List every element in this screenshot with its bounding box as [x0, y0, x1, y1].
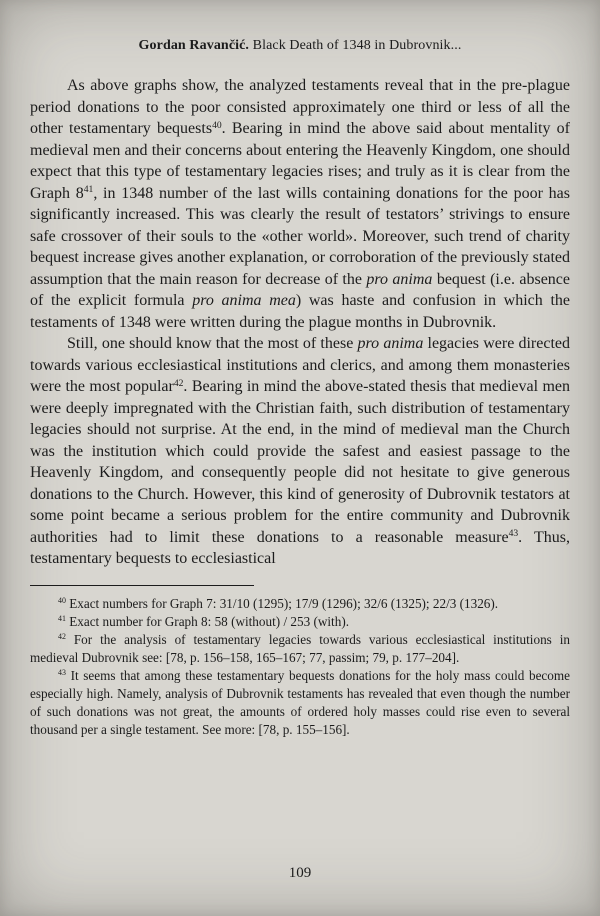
- footnote-ref: 40: [58, 596, 66, 606]
- text-segment: Exact numbers for Graph 7: 31/10 (1295); 17/9 (1296); 32/6 (1325); 22/3 (1326).: [65, 595, 499, 611]
- body-text: [30, 75, 570, 570]
- text-segment: Exact number for Graph 8: 58 (without) / 253 (with).: [65, 613, 350, 629]
- text-segment: It seems that among these testamentary bequests donations for the holy mass could become especially high. Namely, analysis of Dubrovnik testaments has revealed that even though the number of such donations was not great, the amounts of ordered holy masses could rise even to several thousand per a single testament. See more: [78, p. 155–156].: [30, 667, 570, 737]
- paragraph-2: [30, 333, 570, 570]
- footnote-ref: 43: [508, 528, 519, 540]
- footnote-ref: 42: [58, 632, 66, 642]
- footnote-separator: [30, 585, 254, 586]
- footnote-41: [30, 613, 570, 631]
- italic-text: pro anima: [366, 270, 433, 288]
- text-segment: ) was haste and confusion in which the testaments of 1348 were written during the plague months in Dubrovnik.: [30, 292, 570, 331]
- footnotes: [30, 595, 570, 739]
- footnote-42: [30, 631, 570, 667]
- text-segment: , in 1348 number of the last wills containing donations for the poor has significantly increased. This was clearly the result of testators’ strivings to ensure safe crossover of their souls to the «other world». Moreover, such trend of charity bequest increase gives another explanation, or corroboration of the previously stated assumption that the main reason for decrease of the: [30, 184, 570, 288]
- header-title: Black Death of 1348 in Dubrovnik...: [249, 38, 462, 53]
- italic-text: pro anima: [357, 335, 424, 352]
- text-segment: Still, one should know that the most of these: [67, 335, 358, 352]
- footnote-ref: 43: [58, 668, 66, 678]
- header-author: Gordan Ravančić.: [138, 38, 250, 53]
- text-segment: As above graphs show, the analyzed testaments reveal that in the pre-plague period donations to the poor consisted approximately one third or less of all the other testamentary bequests: [30, 77, 570, 137]
- italic-text: pro anima mea: [192, 292, 296, 309]
- footnote-40: [30, 595, 570, 613]
- text-segment: . Bearing in mind the above said about mentality of medieval men and their concerns about entering the Heavenly Kingdom, one should expect that this type of testamentary legacies rises; and truly as it is clear from the Graph 8: [30, 120, 571, 202]
- footnote-ref: 41: [83, 184, 94, 196]
- paragraph-1: [30, 75, 570, 333]
- page-number: 109: [288, 865, 312, 881]
- footnote-43: [30, 667, 570, 739]
- text-segment: . Bearing in mind the above-stated thesis that medieval men were deeply impregnated with the Christian faith, such distribution of testamentary legacies should not surprise. At the end, in the mind of medieval man the Church was the institution which could provide the safest and easiest passage to the Heavenly Kingdom, and consequently people did not hesitate to give generous donations to the Church. However, this kind of generosity of Dubrovnik testators at some point became a serious problem for the entire community and Dubrovnik authorities had to limit these donations to a reasonable measure: [30, 378, 571, 546]
- footnote-ref: 40: [212, 119, 222, 131]
- footnote-ref: 41: [58, 614, 66, 624]
- text-segment: For the analysis of testamentary legacies towards various ecclesiastical institutions in medieval Dubrovnik see: [78, p. 156–158, 165–167; 77, passim; 79, p. 177–204].: [30, 631, 570, 665]
- text-segment: legacies were directed towards various ecclesiastical institutions and clerics, and among them monasteries were the most popular: [30, 335, 571, 395]
- text-segment: . Thus, testamentary bequests to ecclesiastical: [30, 528, 570, 567]
- running-header: [30, 0, 570, 54]
- footnote-ref: 42: [173, 377, 184, 389]
- text-segment: bequest (i.e. absence of the explicit formula: [30, 270, 571, 309]
